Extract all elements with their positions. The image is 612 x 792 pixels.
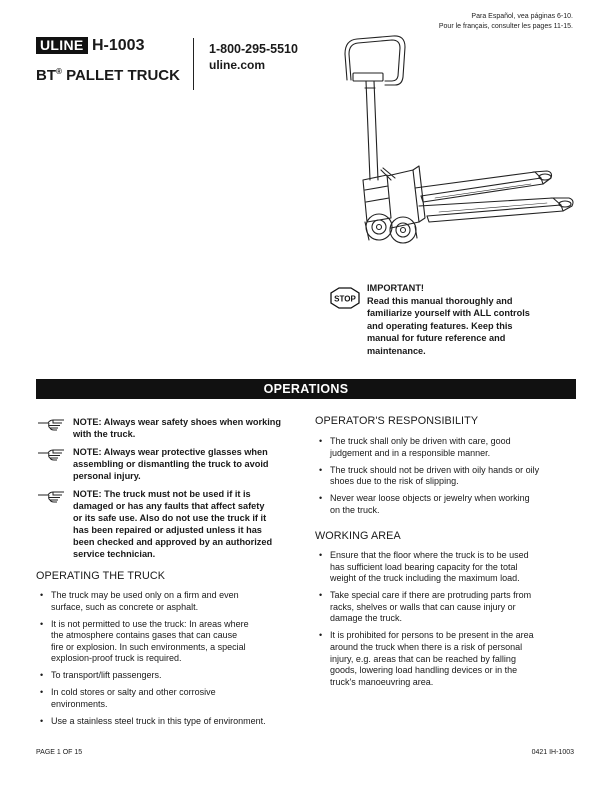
header-divider — [193, 38, 194, 90]
note-protective-glasses — [73, 446, 295, 482]
note-line: damaged or has any faults that affect safety — [73, 501, 265, 511]
important-notice — [367, 282, 537, 358]
important-line: and operating features. Keep this — [367, 320, 513, 331]
website: uline.com — [209, 58, 266, 72]
registered-mark: ® — [56, 67, 62, 76]
language-note-spanish: Para Español, vea páginas 6-10. — [471, 13, 573, 20]
list-item: • It is prohibited for persons to be present in the area around the truck when there is a risk of personal injury, e.g. areas that can be reached by falling goods, lowering load handling devices or in the truck's manoeuvring area. — [315, 630, 577, 688]
list-item: • Take special care if there are protruding parts from racks, shelves or walls that can cause injury or damage the truck. — [315, 590, 577, 625]
section-heading-operating: OPERATING THE TRUCK — [36, 570, 166, 582]
operations-section-header: OPERATIONS — [36, 379, 576, 399]
note-line: service technician. — [73, 549, 156, 559]
list-item: • It is not permitted to use the truck: In areas where the atmosphere contains gases that can cause fire or explosion. In such environments, a special explosion-proof truck is required. — [36, 619, 298, 665]
important-line: Read this manual thoroughly and — [367, 295, 513, 306]
note-line: or its safe use. Also do not use the truck if it — [73, 513, 267, 523]
note-line: NOTE: Always wear protective glasses when — [73, 447, 268, 457]
note-line: NOTE: Always wear safety shoes when working — [73, 417, 281, 427]
important-line: familiarize yourself with ALL controls — [367, 308, 530, 319]
stop-sign-icon — [330, 287, 360, 309]
important-title: IMPORTANT! — [367, 283, 424, 293]
list-item: • Use a stainless steel truck in this type of environment. — [36, 716, 298, 728]
list-item: • To transport/lift passengers. — [36, 670, 298, 682]
responsibility-list — [315, 436, 577, 522]
note-line: has been repaired or adjusted unless it has — [73, 525, 262, 535]
list-item: • In cold stores or salty and other corrosive environments. — [36, 687, 298, 710]
stop-sign-label: STOP — [334, 294, 356, 304]
list-item: • The truck shall only be driven with care, good judgement and in a responsible manner. — [315, 436, 577, 459]
phone-number: 1-800-295-5510 — [209, 42, 298, 56]
uline-logo: ULINE — [36, 37, 88, 54]
list-item: • Never wear loose objects or jewelry when working on the truck. — [315, 493, 577, 516]
working-area-list — [315, 550, 577, 694]
document-code: 0421 IH-1003 — [531, 749, 574, 756]
model-number: H-1003 — [92, 37, 145, 54]
operating-list — [36, 590, 298, 733]
section-heading-responsibility: OPERATOR'S RESPONSIBILITY — [315, 415, 479, 427]
important-line: manual for future reference and — [367, 333, 506, 344]
page-number: PAGE 1 OF 15 — [36, 749, 83, 756]
pointing-hand-icon — [36, 447, 66, 461]
list-item: • Ensure that the floor where the truck is to be used has sufficient load bearing capacity for the total weight of the truck including the maximum load. — [315, 550, 577, 585]
important-line: maintenance. — [367, 345, 426, 356]
note-line: NOTE: The truck must not be used if it is — [73, 489, 251, 499]
list-item: • The truck should not be driven with oily hands or oily shoes due to the risk of slipping. — [315, 465, 577, 488]
language-note-french: Pour le français, consulter les pages 11-15. — [438, 22, 573, 30]
note-damaged-truck — [73, 488, 295, 560]
pallet-truck-illustration — [335, 30, 575, 278]
list-item: • The truck may be used only on a firm and even surface, such as concrete or asphalt. — [36, 590, 298, 613]
note-line: been checked and approved by an authorized — [73, 537, 273, 547]
product-name: PALLET TRUCK — [66, 67, 180, 84]
section-heading-working-area: WORKING AREA — [315, 530, 401, 542]
note-line: assembling or dismantling the truck to avoid — [73, 459, 269, 469]
note-safety-shoes — [73, 416, 295, 440]
pointing-hand-icon — [36, 489, 66, 503]
pointing-hand-icon — [36, 417, 66, 431]
note-line: with the truck. — [73, 429, 136, 439]
product-title — [36, 62, 180, 85]
note-line: personal injury. — [73, 471, 141, 481]
product-prefix: BT — [36, 67, 56, 84]
language-note — [439, 12, 573, 31]
